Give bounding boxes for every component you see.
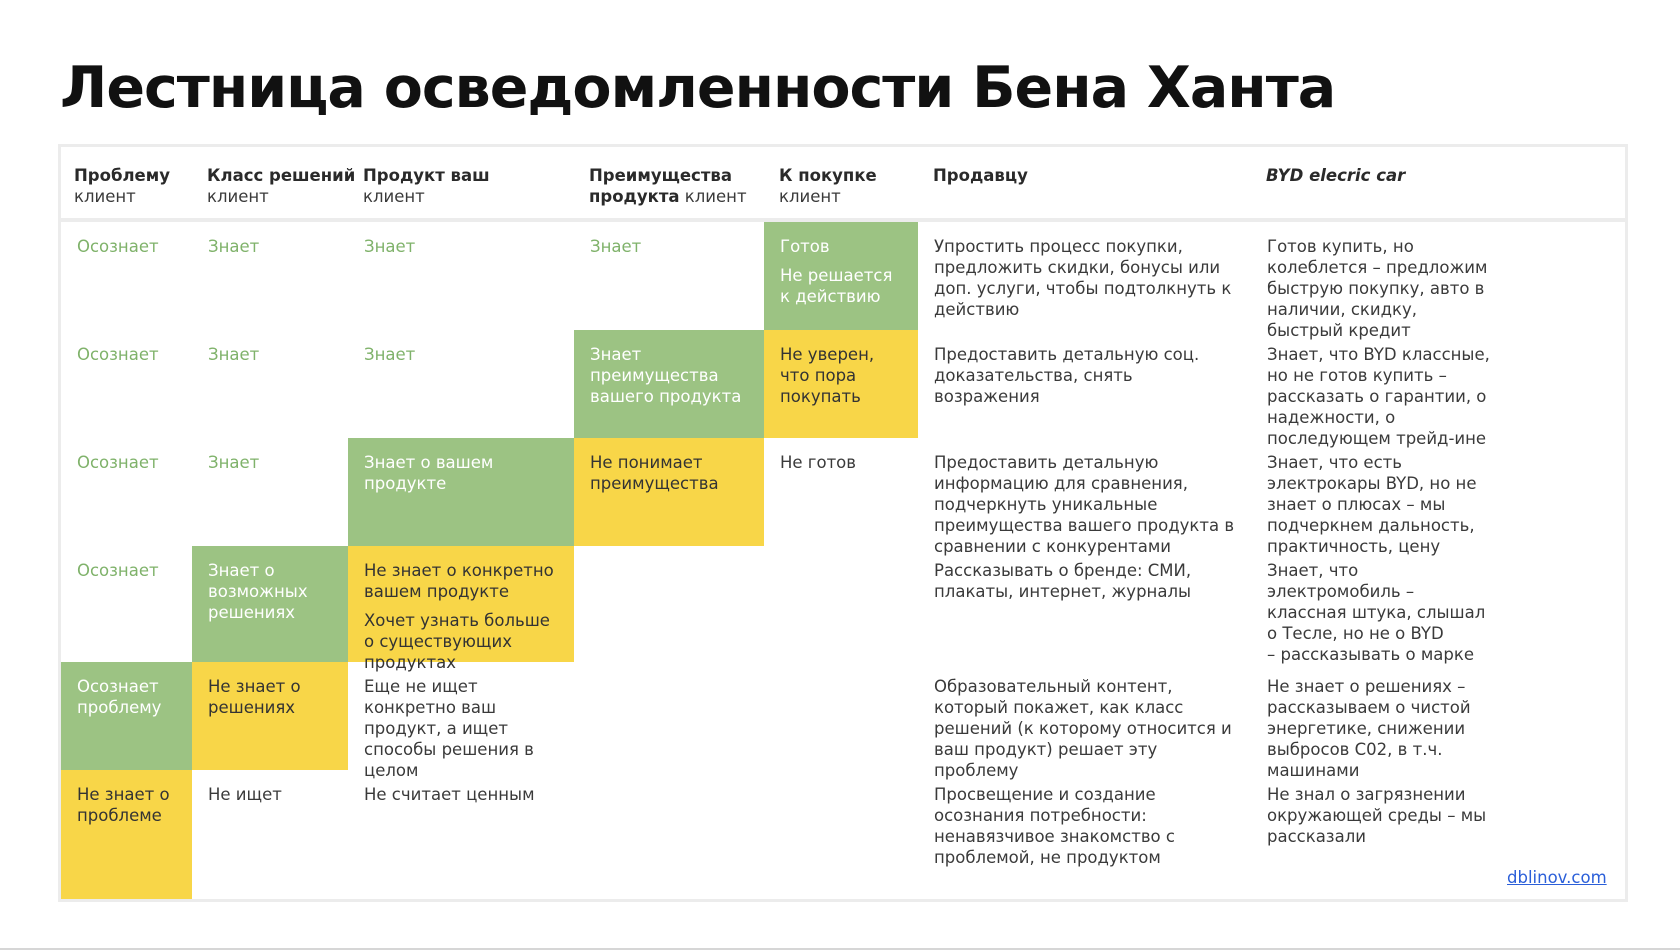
row5-problem: Осознает проблему [61,662,192,770]
row2-purchase: Не уверен, что пора покупать [764,330,918,438]
row5-byd: Не знает о решениях – рассказываем о чистой энергетике, снижении выбросов C02, в т.ч. машинами [1267,677,1471,780]
row2-byd: Знает, что BYD классные, но не готов купить – рассказать о гарантии, о надежности, о последующем трейд-ине [1267,345,1490,448]
row6-product: Не считает ценным [364,785,535,804]
row3-purchase: Не готов [780,453,856,472]
row4-solution-class: Знает о возможных решениях [192,546,348,662]
row6-seller: Просвещение и создание осознания потребности: ненавязчивое знакомство с проблемой, не продуктом [934,785,1175,867]
footer-link[interactable]: dblinov.com [1507,868,1607,887]
row1-seller: Упростить процесс покупки, предложить скидки, бонусы или доп. услуги, чтобы подтолкнуть к действию [934,237,1232,319]
row2-seller: Предоставить детальную соц. доказательства, снять возражения [934,345,1200,406]
row2-solution-class: Знает [208,345,260,364]
row5-seller: Образовательный контент, который покажет, как класс решений (к которому относится и ваш продукт) решает эту проблему [934,677,1232,780]
row4-product: Не знает о конкретно вашем продукте Хочет узнать больше о существующих продуктах [348,546,574,662]
row1-purchase: Готов Не решается к действию [764,222,918,330]
row4-seller: Рассказывать о бренде: СМИ, плакаты, интернет, журналы [934,561,1192,601]
row3-problem: Осознает [77,453,159,472]
row1-byd: Готов купить, но колеблется – предложим быструю покупку, авто в наличии, скидку, быстрый кредит [1267,237,1488,340]
awareness-ladder-table [58,144,1628,902]
row1-solution-class: Знает [208,237,260,256]
header-product: Продукт ваш клиент [363,166,490,206]
header-byd: BYD elecric car [1266,166,1406,185]
page-title: Лестница осведомленности Бена Ханта [60,55,1336,121]
row2-problem: Осознает [77,345,159,364]
row5-product: Еще не ищет конкретно ваш продукт, а ищет способы решения в целом [364,677,534,780]
header-advantages: Преимущества продукта клиент [589,166,747,206]
row1-product: Знает [364,237,416,256]
row3-byd: Знает, что есть электрокары BYD, но не знает о плюсах – мы подчеркнем дальность, практичность, цену [1267,453,1477,556]
header-seller: Продавцу [933,166,1028,185]
row6-byd: Не знал о загрязнении окружающей среды – мы рассказали [1267,785,1487,846]
bottom-divider [0,948,1680,950]
row3-seller: Предоставить детальную информацию для сравнения, подчеркнуть уникальные преимущества вашего продукта в сравнении с конкурентами [934,453,1235,556]
row3-solution-class: Знает [208,453,260,472]
row6-solution-class: Не ищет [208,785,282,804]
row1-problem: Осознает [77,237,159,256]
row4-byd: Знает, что электромобиль – классная штука, слышал о Тесле, но не о BYD – рассказывать о марке [1267,561,1486,664]
header-purchase: К покупке клиент [779,166,877,206]
header-problem: Проблему клиент [74,166,170,206]
row5-solution-class: Не знает о решениях [192,662,348,770]
row3-advantages: Не понимает преимущества [574,438,764,546]
header-solution-class: Класс решений клиент [207,166,356,206]
row4-problem: Осознает [77,561,159,580]
row2-product: Знает [364,345,416,364]
table-header [61,147,1625,222]
row6-problem: Не знает о проблеме [61,770,192,899]
row1-advantages: Знает [590,237,642,256]
row3-product: Знает о вашем продукте [348,438,574,546]
row2-advantages: Знает преимущества вашего продукта [574,330,764,438]
